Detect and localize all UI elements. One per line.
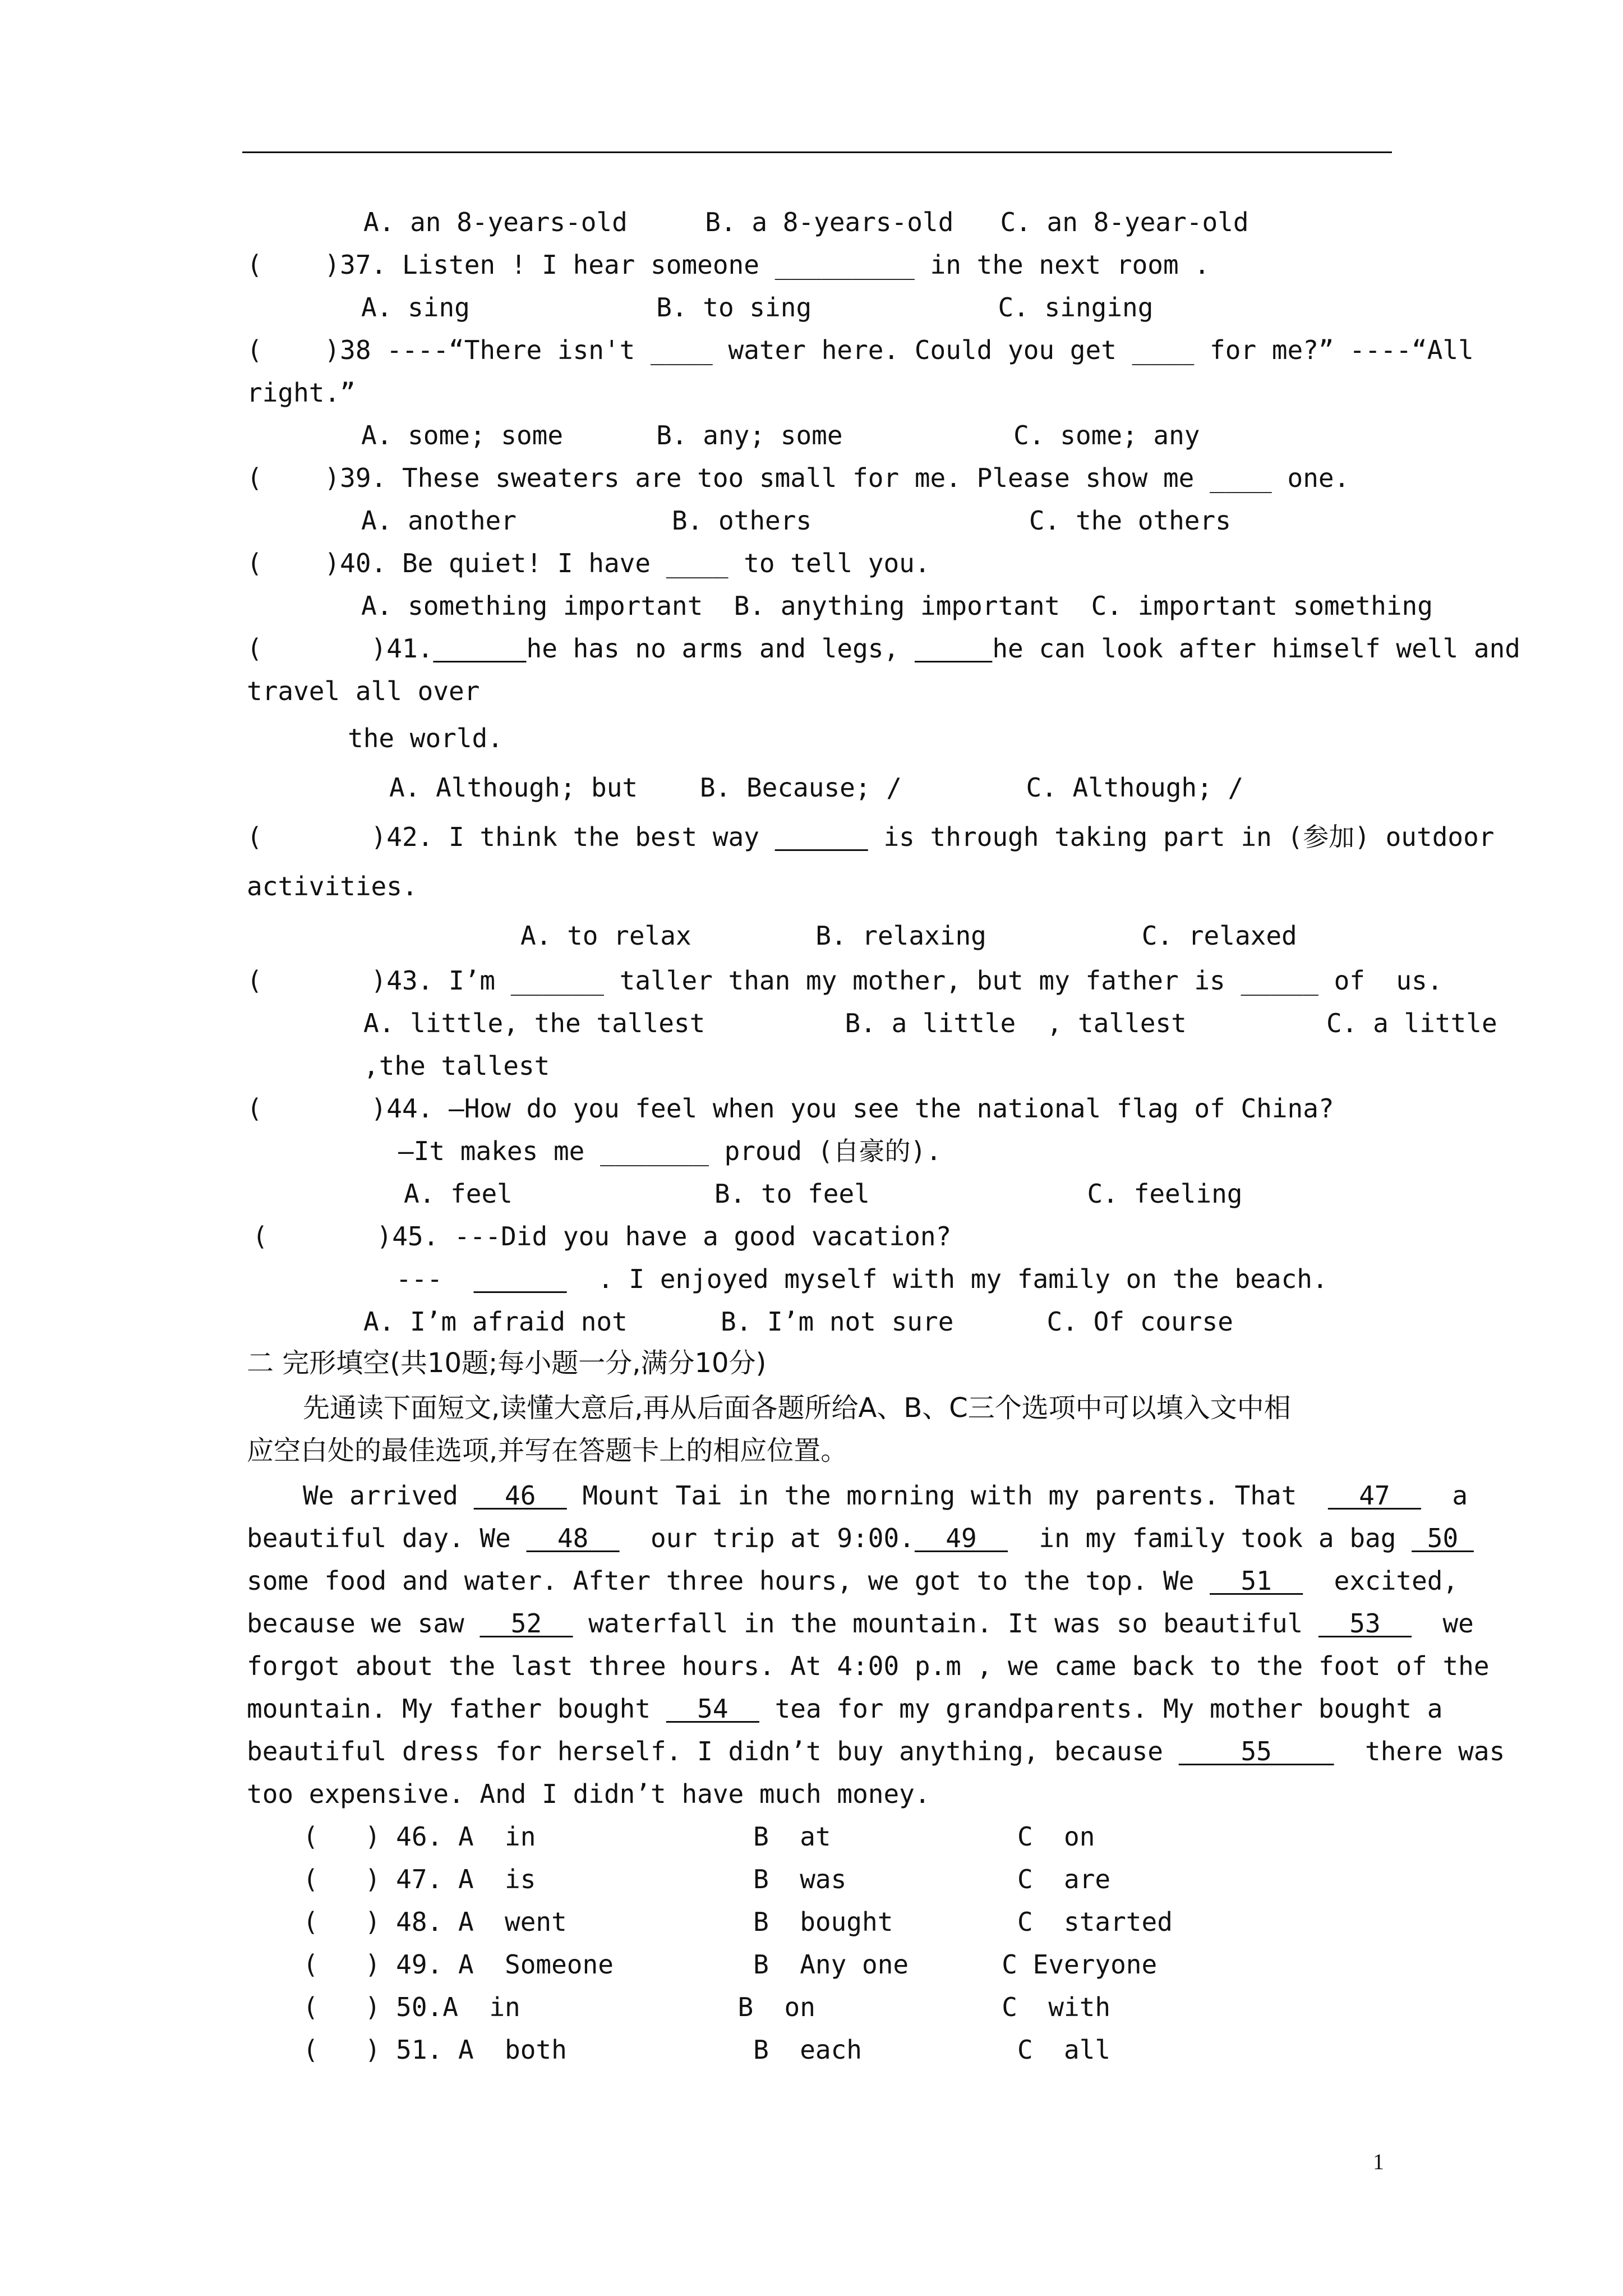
passage-text: because we saw xyxy=(247,1608,480,1639)
q44-line-2: —It makes me _______ proud (自豪的). xyxy=(398,1136,942,1166)
cloze-option-row: ( ) 51. A both B each C all xyxy=(303,2035,1111,2065)
passage-line xyxy=(303,1479,1468,1512)
q42-stem: ( )42. I think the best way is through taking part in (参加) outdoor xyxy=(247,822,1495,852)
passage-blank: 52 xyxy=(479,1608,573,1639)
q40-stem: ( )40. Be quiet! I have ____ to tell you. xyxy=(247,548,930,578)
passage-text: a xyxy=(1421,1480,1468,1511)
passage-text: beautiful day. We xyxy=(247,1523,527,1553)
passage-text: We arrived xyxy=(303,1480,474,1511)
q41-options: A. Although; but B. Because; / C. Although; / xyxy=(389,772,1244,803)
q45-stem: ( )45. ---Did you have a good vacation? xyxy=(252,1221,952,1251)
passage-blank: 46 xyxy=(473,1480,567,1511)
passage-text: in my family took a bag xyxy=(1008,1523,1412,1553)
passage-text: tea for my grandparents. My mother bought a xyxy=(759,1694,1443,1724)
cloze-option-row: ( ) 49. A Someone B Any one C Everyone xyxy=(303,1949,1158,1980)
passage-text: excited, xyxy=(1303,1566,1459,1596)
header-rule xyxy=(242,151,1392,153)
page-number: 1 xyxy=(1373,2149,1384,2174)
passage-text: beautiful dress for herself. I didn’t buy anything, because xyxy=(247,1736,1179,1766)
q43-stem: ( )43. I’m ______ taller than my mother, but my father is _____ of us. xyxy=(247,965,1443,996)
q44-options: A. feel B. to feel C. feeling xyxy=(404,1179,1243,1209)
passage-blank: 54 xyxy=(666,1694,759,1724)
q41-blank-2 xyxy=(915,633,992,664)
passage-text: forgot about the last three hours. At 4:00 p.m , we came back to the foot of the xyxy=(247,1651,1490,1681)
section-2-instructions-2: 应空白处的最佳选项,并写在答题卡上的相应位置。 xyxy=(247,1435,848,1466)
passage-text: mountain. My father bought xyxy=(247,1694,666,1724)
q39-options: A. another B. others C. the others xyxy=(361,505,1231,536)
passage-text: some food and water. After three hours, we got to the top. We xyxy=(247,1566,1210,1596)
section-2-heading: 二 完形填空(共10题;每小题一分,满分10分) xyxy=(247,1347,767,1379)
passage-text: there was xyxy=(1334,1736,1505,1766)
q44-stem: ( )44. —How do you feel when you see the national flag of China? xyxy=(247,1093,1334,1124)
q37-stem: ( )37. Listen ! I hear someone _________ in the next room . xyxy=(247,250,1210,280)
q42-blank xyxy=(775,822,868,852)
q36-options: A. an 8-years-old B. a 8-years-old C. an 8-year-old xyxy=(363,207,1249,237)
section-2-instructions-1: 先通读下面短文,读懂大意后,再从后面各题所给A、B、C三个选项中可以填入文中相 xyxy=(303,1392,1291,1424)
passage-blank: 50 xyxy=(1412,1523,1474,1553)
passage-text: we xyxy=(1412,1608,1474,1639)
q41-continuation-1: travel all over xyxy=(247,676,480,706)
passage-line xyxy=(247,1607,1474,1640)
q39-stem: ( )39. These sweaters are too small for me. Please show me ____ one. xyxy=(247,463,1350,493)
q42-continuation: activities. xyxy=(247,871,418,901)
passage-blank: 51 xyxy=(1210,1566,1303,1596)
passage-line xyxy=(247,1777,930,1811)
q41-continuation-2: the world. xyxy=(348,723,503,753)
passage-blank: 53 xyxy=(1318,1608,1412,1639)
q41-blank-1 xyxy=(433,633,526,664)
passage-text: waterfall in the mountain. It was so beautiful xyxy=(573,1608,1318,1639)
passage-text: Mount Tai in the morning with my parents. That xyxy=(566,1480,1328,1511)
cloze-option-row: ( ) 47. A is B was C are xyxy=(303,1864,1111,1894)
q43-continuation: ,the tallest xyxy=(363,1051,550,1081)
q40-options: A. something important B. anything important C. important something xyxy=(361,591,1433,621)
passage-blank: 48 xyxy=(526,1523,620,1553)
passage-line xyxy=(247,1734,1505,1768)
q38-stem: ( )38 ----“There isn't ____ water here. Could you get ____ for me?” ----“All xyxy=(247,335,1474,365)
passage-text: too expensive. And I didn’t have much money. xyxy=(247,1779,930,1809)
cloze-option-row: ( ) 48. A went B bought C started xyxy=(303,1907,1173,1937)
passage-blank: 49 xyxy=(914,1523,1008,1553)
q45-blank xyxy=(473,1264,566,1294)
q37-options: A. sing B. to sing C. singing xyxy=(361,292,1154,323)
q38-continuation: right.” xyxy=(247,378,356,408)
q45-options: A. I’m afraid not B. I’m not sure C. Of course xyxy=(363,1306,1233,1337)
cloze-option-row: ( ) 50.A in B on C with xyxy=(303,1992,1111,2022)
q45-line-2: --- . I enjoyed myself with my family on the beach. xyxy=(396,1264,1328,1294)
passage-line xyxy=(247,1521,1474,1555)
passage-blank: 47 xyxy=(1327,1480,1422,1511)
q41-stem: ( )41. he has no arms and legs, he can look after himself well and xyxy=(247,633,1520,664)
q43-options: A. little, the tallest B. a little , tallest C. a little xyxy=(363,1008,1497,1038)
cloze-option-row: ( ) 46. A in B at C on xyxy=(303,1821,1095,1852)
passage-line xyxy=(247,1692,1442,1726)
passage-blank: 55 xyxy=(1178,1736,1334,1766)
q42-options: A. to relax B. relaxing C. relaxed xyxy=(520,921,1297,951)
passage-line xyxy=(247,1564,1458,1598)
passage-text: our trip at 9:00. xyxy=(619,1523,915,1553)
passage-line xyxy=(247,1649,1490,1683)
q38-options: A. some; some B. any; some C. some; any xyxy=(361,420,1200,450)
